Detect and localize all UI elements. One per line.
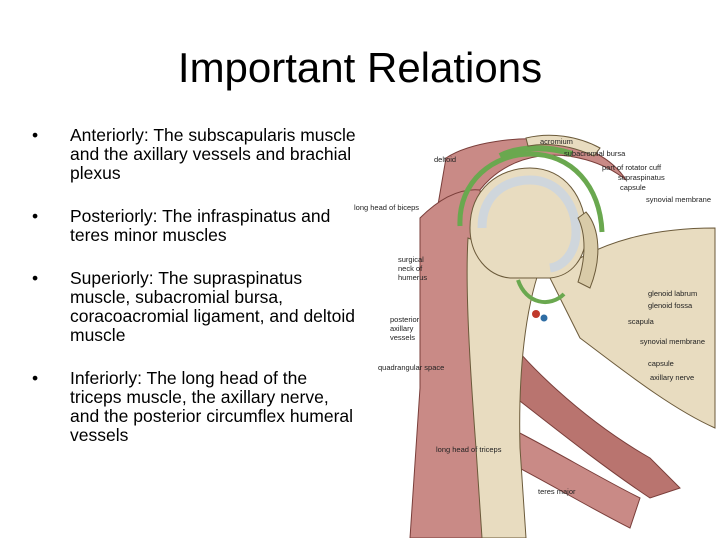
label-synovial-bottom: synovial membrane xyxy=(640,337,706,346)
label-axillary-nerve: axillary nerve xyxy=(650,373,695,382)
bullet-marker: • xyxy=(32,125,39,145)
bullet-superiorly xyxy=(28,269,358,345)
shoulder-joint-illustration xyxy=(350,128,720,538)
axillary-artery xyxy=(532,310,540,318)
bullet-text: Inferiorly: The long head of the triceps muscle, the axillary nerve, and the posterior circumflex humeral vessels xyxy=(70,368,354,445)
axillary-vein xyxy=(541,315,548,322)
label-quadrangular: quadrangular space xyxy=(378,363,445,372)
label-biceps: long head of biceps xyxy=(354,203,420,212)
label-acromium: acromium xyxy=(540,137,573,146)
label-capsule-bottom: capsule xyxy=(648,359,674,368)
label-posterior-1: posterior xyxy=(390,315,420,324)
label-supraspinatus: supraspinatus xyxy=(618,173,665,182)
label-posterior-3: vessels xyxy=(390,333,416,342)
bullet-posteriorly xyxy=(28,207,358,245)
label-glenoid-fossa: glenoid fossa xyxy=(648,301,693,310)
bullet-text: Superiorly: The supraspinatus muscle, subacromial bursa, coracoacromial ligament, and deltoid muscle xyxy=(70,268,356,345)
label-scapula: scapula xyxy=(628,317,654,326)
label-rotator-cuff: part of rotator cuff xyxy=(602,163,662,172)
label-deltoid: deltoid xyxy=(434,155,457,164)
bullet-text: Anteriorly: The subscapularis muscle and the axillary vessels and brachial plexus xyxy=(70,125,356,183)
bullet-anteriorly xyxy=(28,126,358,183)
label-synovial-top: synovial membrane xyxy=(646,195,712,204)
bullet-text: Posteriorly: The infraspinatus and teres minor muscles xyxy=(70,206,331,245)
bullet-list xyxy=(28,126,358,469)
label-capsule-top: capsule xyxy=(620,183,646,192)
slide-title: Important Relations xyxy=(177,44,543,91)
label-subacromial-bursa: subacromial bursa xyxy=(564,149,626,158)
label-glenoid-labrum: glenoid labrum xyxy=(648,289,698,298)
label-teres-major: teres major xyxy=(538,487,576,496)
label-surgical-1: surgical xyxy=(398,255,424,264)
bullet-marker: • xyxy=(32,206,39,226)
bullet-marker: • xyxy=(32,368,39,388)
label-surgical-3: humerus xyxy=(398,273,428,282)
label-surgical-2: neck of xyxy=(398,264,423,273)
label-triceps: long head of triceps xyxy=(436,445,502,454)
bullet-marker: • xyxy=(32,268,39,288)
label-posterior-2: axillary xyxy=(390,324,414,333)
bullet-inferiorly xyxy=(28,369,358,445)
